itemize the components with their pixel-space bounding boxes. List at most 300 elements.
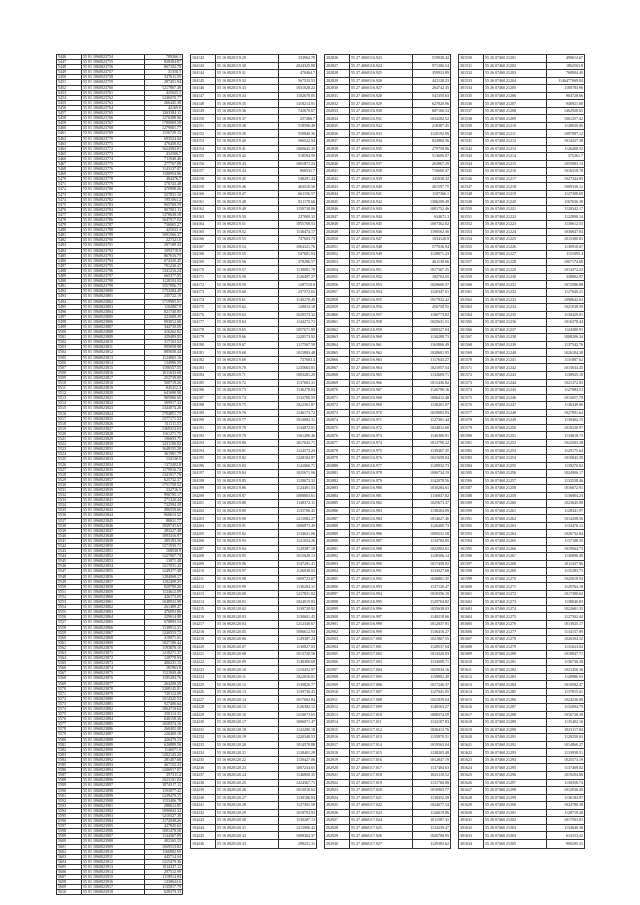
account-number-cell: 55 27 4060116.987 <box>350 538 413 546</box>
amount-cell: 1130287.13 <box>279 817 317 825</box>
row-index-cell: 202896 <box>325 583 350 591</box>
account-number-cell: 55 01 1060023777 <box>82 172 145 177</box>
row-index-cell: 202912 <box>325 704 350 712</box>
account-number-cell: 55 16 0020120.26 <box>216 787 279 795</box>
account-number-cell: 55 01 1060023811 <box>82 345 145 350</box>
amount-cell: 1153406.78 <box>145 798 183 803</box>
account-number-cell: 55 27 4060117.010 <box>350 711 413 719</box>
account-number-cell: 55 27 4060117.006 <box>350 681 413 689</box>
account-number-cell: 55 27 4060116.962 <box>350 349 413 357</box>
table-row <box>325 138 451 146</box>
amount-cell: 285183.56 <box>145 538 183 543</box>
account-number-cell: 55 16 0020120.01 <box>216 598 279 606</box>
account-number-cell: 55 26 07460 21204 <box>484 77 547 85</box>
account-number-cell: 55 27 4060116.968 <box>350 394 413 402</box>
account-number-cell: 55 01 1060023900 <box>82 798 145 803</box>
row-index-cell: 5464 <box>57 146 82 151</box>
account-number-cell: 55 26 07460 21286 <box>484 696 547 704</box>
table-row <box>459 85 585 93</box>
amount-cell: 1263384.11 <box>145 111 183 116</box>
row-index-cell: 5555 <box>57 610 82 615</box>
row-index-cell: 301601 <box>459 590 484 598</box>
row-index-cell: 5586 <box>57 768 82 773</box>
amount-cell: 1057671.89 <box>279 326 317 334</box>
table-row <box>191 568 317 576</box>
amount-cell: 1017932.42 <box>413 296 451 304</box>
account-number-cell: 55 26 07460 21278 <box>484 636 547 644</box>
table-row <box>459 515 585 523</box>
amount-cell: 406231.15 <box>145 661 183 666</box>
table-row <box>325 70 451 78</box>
row-index-cell: 104232 <box>191 734 216 742</box>
row-index-cell: 104227 <box>191 696 216 704</box>
row-index-cell: 202839 <box>325 153 350 161</box>
row-index-cell: 5446 <box>57 55 82 60</box>
row-index-cell: 104189 <box>191 409 216 417</box>
amount-cell: 1172049.26 <box>145 819 183 824</box>
row-index-cell: 202916 <box>325 734 350 742</box>
row-index-cell: 202872 <box>325 402 350 410</box>
amount-cell: 1011633.68 <box>145 370 183 375</box>
table-row <box>459 749 585 757</box>
row-index-cell: 5451 <box>57 80 82 85</box>
account-number-cell: 55 27 4060116.973 <box>350 432 413 440</box>
account-number-cell: 55 01 1060023760 <box>82 85 145 90</box>
account-number-cell: 55 26 07460 21236 <box>484 319 547 327</box>
account-number-cell: 55 27 4060117.008 <box>350 696 413 704</box>
table-row <box>459 530 585 538</box>
row-index-cell: 5470 <box>57 177 82 182</box>
row-index-cell: 104246 <box>191 839 216 848</box>
account-number-cell: 55 01 1060023881 <box>82 701 145 706</box>
account-number-cell: 55 16 0020119.75 <box>216 402 279 410</box>
row-index-cell: 301552 <box>459 221 484 229</box>
account-number-cell: 55 16 0020119.69 <box>216 356 279 364</box>
row-index-cell: 104170 <box>191 266 216 274</box>
account-number-cell: 55 01 1060023798 <box>82 279 145 284</box>
amount-cell: 661156.57 <box>279 190 317 198</box>
amount-cell: 722594.29 <box>145 503 183 508</box>
amount-cell: 513606.07 <box>413 153 451 161</box>
account-number-cell: 55 27 4060117.013 <box>350 734 413 742</box>
row-index-cell: 5460 <box>57 126 82 131</box>
account-number-cell: 55 01 1060023781 <box>82 192 145 197</box>
table-row <box>325 651 451 659</box>
account-number-cell: 55 16 0020119.34 <box>216 92 279 100</box>
row-index-cell: 5465 <box>57 151 82 156</box>
amount-cell: 866531.7 <box>279 168 317 176</box>
row-index-cell: 5581 <box>57 742 82 747</box>
row-index-cell: 202913 <box>325 711 350 719</box>
amount-cell: 1001478.58 <box>145 829 183 834</box>
account-number-cell: 55 26 07460 21272 <box>484 590 547 598</box>
account-number-cell: 55 26 07460 21220 <box>484 198 547 206</box>
amount-cell: 1025573.19 <box>547 756 585 764</box>
account-number-cell: 55 16 0020119.87 <box>216 492 279 500</box>
table-row <box>191 341 317 349</box>
account-number-cell: 55 27 4060117.014 <box>350 741 413 749</box>
amount-cell: 347611.59 <box>145 75 183 80</box>
account-number-cell: 55 26 07460 21291 <box>484 734 547 742</box>
amount-cell: 376743.48 <box>145 182 183 187</box>
account-number-cell: 55 26 07460 21284 <box>484 681 547 689</box>
amount-cell: 1008003.61 <box>279 492 317 500</box>
row-index-cell: 301590 <box>459 507 484 515</box>
amount-cell: 1140563.27 <box>413 704 451 712</box>
account-number-cell: 55 27 4060116.967 <box>350 387 413 395</box>
amount-cell: 628379.33 <box>145 890 183 895</box>
table-row <box>325 221 451 229</box>
row-index-cell: 5578 <box>57 727 82 732</box>
row-index-cell: 202827 <box>325 62 350 70</box>
amount-cell: 1140270.49 <box>279 296 317 304</box>
row-index-cell: 104244 <box>191 824 216 832</box>
row-index-cell: 301595 <box>459 545 484 553</box>
row-index-cell: 202879 <box>325 454 350 462</box>
row-index-cell: 5502 <box>57 340 82 345</box>
row-index-cell: 104221 <box>191 651 216 659</box>
table-row <box>191 583 317 591</box>
row-index-cell: 301592 <box>459 522 484 530</box>
account-number-cell: 55 16 0020120.25 <box>216 779 279 787</box>
amount-cell: 1024906.17 <box>547 470 585 478</box>
amount-cell: 1014082.31 <box>279 417 317 425</box>
table-row <box>191 590 317 598</box>
row-index-cell: 202828 <box>325 70 350 78</box>
row-index-cell: 202866 <box>325 356 350 364</box>
row-index-cell: 104200 <box>191 492 216 500</box>
row-index-cell: 202890 <box>325 538 350 546</box>
amount-cell: 1220340.53 <box>279 734 317 742</box>
row-index-cell: 5533 <box>57 498 82 503</box>
table-row <box>191 138 317 146</box>
row-index-cell: 301603 <box>459 605 484 613</box>
account-number-cell: 55 16 0020119.42 <box>216 153 279 161</box>
amount-cell: 1126497.27 <box>279 273 317 281</box>
amount-cell: 1137469.02 <box>547 764 585 772</box>
amount-cell: 484476.7 <box>145 177 183 182</box>
amount-cell: 1126382.12 <box>279 704 317 712</box>
amount-cell: 1128719.26 <box>547 809 585 817</box>
amount-cell: 1128071.23 <box>413 251 451 259</box>
amount-cell: 1129175.64 <box>547 447 585 455</box>
row-index-cell: 104171 <box>191 273 216 281</box>
amount-cell: 1069513.82 <box>145 844 183 849</box>
account-number-cell: 55 01 1060023906 <box>82 829 145 834</box>
account-number-cell: 55 16 0020120.05 <box>216 628 279 636</box>
amount-cell: 1010356.19 <box>413 590 451 598</box>
row-index-cell: 5508 <box>57 370 82 375</box>
row-index-cell: 5475 <box>57 202 82 207</box>
account-number-cell: 55 16 0020119.60 <box>216 288 279 296</box>
table-row <box>459 394 585 402</box>
amount-cell: 235722.19 <box>145 294 183 299</box>
row-index-cell: 104202 <box>191 507 216 515</box>
table-row <box>459 266 585 274</box>
account-number-cell: 55 27 4060116.986 <box>350 530 413 538</box>
account-number-cell: 55 01 1060023765 <box>82 111 145 116</box>
table-row <box>459 417 585 425</box>
amount-cell: 1131760.08 <box>413 779 451 787</box>
table-row <box>459 560 585 568</box>
amount-cell: 1213082.27 <box>279 515 317 523</box>
row-index-cell: 5602 <box>57 849 82 854</box>
amount-cell: 1128341.97 <box>547 507 585 515</box>
account-number-cell: 55 01 1060023817 <box>82 375 145 380</box>
row-index-cell: 5493 <box>57 294 82 299</box>
row-index-cell: 202908 <box>325 673 350 681</box>
row-index-cell: 301537 <box>459 107 484 115</box>
amount-cell: 1139270.82 <box>547 462 585 470</box>
table-row <box>459 477 585 485</box>
row-index-cell: 104242 <box>191 809 216 817</box>
account-number-cell: 55 16 0020120.20 <box>216 741 279 749</box>
row-index-cell: 202829 <box>325 77 350 85</box>
row-index-cell: 5566 <box>57 666 82 671</box>
row-index-cell: 104145 <box>191 77 216 85</box>
table-row <box>459 168 585 176</box>
row-index-cell: 5585 <box>57 763 82 768</box>
row-index-cell: 202852 <box>325 251 350 259</box>
row-index-cell: 5577 <box>57 722 82 727</box>
account-number-cell: 55 26 07460 21213 <box>484 145 547 153</box>
account-number-cell: 55 27 4060116.923 <box>350 55 413 63</box>
account-number-cell: 55 01 1060023887 <box>82 732 145 737</box>
table-row <box>191 205 317 213</box>
amount-cell: 1017246.37 <box>413 681 451 689</box>
row-index-cell: 301633 <box>459 832 484 840</box>
account-number-cell: 55 01 1060023902 <box>82 808 145 813</box>
row-index-cell: 5594 <box>57 808 82 813</box>
amount-cell: 1136184.97 <box>547 794 585 802</box>
table-row <box>459 794 585 802</box>
row-index-cell: 301602 <box>459 598 484 606</box>
row-index-cell: 104144 <box>191 70 216 78</box>
amount-cell: 1132700.55 <box>279 394 317 402</box>
amount-cell: 1006873.49 <box>279 522 317 530</box>
amount-cell: 1026304.52 <box>547 636 585 644</box>
table-row <box>191 575 317 583</box>
account-number-cell: 55 16 0020119.45 <box>216 175 279 183</box>
account-number-cell: 55 27 4060116.990 <box>350 560 413 568</box>
row-index-cell: 301551 <box>459 213 484 221</box>
account-number-cell: 55 26 07460 21242 <box>484 364 547 372</box>
amount-cell: 1138925.18 <box>547 371 585 379</box>
account-number-cell: 55 26 07460 21219 <box>484 190 547 198</box>
row-index-cell: 5461 <box>57 131 82 136</box>
amount-cell: 1027891.64 <box>547 409 585 417</box>
amount-cell: 1134640.58 <box>547 824 585 832</box>
account-number-cell: 55 26 07460 21267 <box>484 553 547 561</box>
row-index-cell: 5543 <box>57 549 82 554</box>
row-index-cell: 301548 <box>459 190 484 198</box>
row-index-cell: 104241 <box>191 802 216 810</box>
table-column-3 <box>324 54 451 849</box>
row-index-cell: 301589 <box>459 500 484 508</box>
table-row <box>325 779 451 787</box>
row-index-cell: 104178 <box>191 326 216 334</box>
row-index-cell: 202905 <box>325 651 350 659</box>
account-number-cell: 55 26 07460 21217 <box>484 175 547 183</box>
amount-cell: 1009231.58 <box>413 530 451 538</box>
account-number-cell: 55 26 07460 21251 <box>484 432 547 440</box>
account-number-cell: 55 16 0020119.85 <box>216 477 279 485</box>
account-number-cell: 55 27 4060116.926 <box>350 77 413 85</box>
row-index-cell: 301567 <box>459 334 484 342</box>
account-number-cell: 55 27 4060116.938 <box>350 168 413 176</box>
account-number-cell: 55 16 0020120.31 <box>216 824 279 832</box>
row-index-cell: 5531 <box>57 487 82 492</box>
amount-cell: 226460.18 <box>145 732 183 737</box>
table-row <box>459 447 585 455</box>
account-number-cell: 55 16 0020119.33 <box>216 85 279 93</box>
table-row <box>325 485 451 493</box>
account-number-cell: 55 26 07460 21211 <box>484 130 547 138</box>
account-number-cell: 55 01 1060023836 <box>82 472 145 477</box>
amount-cell: 541355.63 <box>413 92 451 100</box>
amount-cell: 1128673.32 <box>279 477 317 485</box>
row-index-cell: 202849 <box>325 228 350 236</box>
table-row <box>191 439 317 447</box>
amount-cell: 1148300.69 <box>279 658 317 666</box>
table-row <box>459 288 585 296</box>
account-number-cell: 55 27 4060116.997 <box>350 613 413 621</box>
row-index-cell: 104164 <box>191 221 216 229</box>
amount-cell: 1217031.43 <box>145 564 183 569</box>
row-index-cell: 104234 <box>191 749 216 757</box>
account-number-cell: 55 26 07460 21254 <box>484 454 547 462</box>
amount-cell: 266445.38 <box>145 100 183 105</box>
account-number-cell: 55 01 1060023755 <box>82 60 145 65</box>
amount-cell: 1704851.73 <box>145 411 183 416</box>
amount-cell: 1135870.31 <box>413 734 451 742</box>
amount-cell: 1128401.29 <box>279 749 317 757</box>
amount-cell: 1139802.49 <box>413 673 451 681</box>
account-number-cell: 55 16 0020120.28 <box>216 802 279 810</box>
amount-cell: 1228573.92 <box>279 334 317 342</box>
table-row <box>325 749 451 757</box>
row-index-cell: 202925 <box>325 802 350 810</box>
account-number-cell: 55 01 1060023844 <box>82 513 145 518</box>
account-number-cell: 55 26 07460 21237 <box>484 326 547 334</box>
row-index-cell: 202863 <box>325 334 350 342</box>
account-number-cell: 55 27 4060116.954 <box>350 288 413 296</box>
amount-cell: 1023101.84 <box>145 778 183 783</box>
account-number-cell: 55 27 4060116.976 <box>350 454 413 462</box>
amount-cell: 1060643.35 <box>279 145 317 153</box>
row-index-cell: 5574 <box>57 707 82 712</box>
account-number-cell: 55 27 4060116.974 <box>350 439 413 447</box>
account-number-cell: 55 01 1060023831 <box>82 447 145 452</box>
table-row <box>459 387 585 395</box>
account-number-cell: 55 01 1060023822 <box>82 401 145 406</box>
amount-cell: 1093718.8 <box>145 248 183 253</box>
table-row <box>459 832 585 840</box>
table-row <box>325 379 451 387</box>
amount-cell: 1136349.06 <box>547 402 585 410</box>
amount-cell: 904728.66 <box>547 92 585 100</box>
amount-cell: 1126408.52 <box>547 145 585 153</box>
row-index-cell: 202855 <box>325 273 350 281</box>
row-index-cell: 104239 <box>191 787 216 795</box>
row-index-cell: 5584 <box>57 757 82 762</box>
account-number-cell: 55 01 1060023767 <box>82 121 145 126</box>
account-number-cell: 55 16 0020119.30 <box>216 62 279 70</box>
row-index-cell: 301581 <box>459 439 484 447</box>
account-number-cell: 55 01 1060023856 <box>82 574 145 579</box>
row-index-cell: 104231 <box>191 726 216 734</box>
row-index-cell: 301573 <box>459 379 484 387</box>
row-index-cell: 301632 <box>459 824 484 832</box>
row-index-cell: 5558 <box>57 625 82 630</box>
table-row <box>459 492 585 500</box>
table-row <box>191 349 317 357</box>
amount-cell: 1015634.45 <box>547 364 585 372</box>
row-index-cell: 5509 <box>57 375 82 380</box>
row-index-cell: 202898 <box>325 598 350 606</box>
table-row <box>459 183 585 191</box>
table-row <box>191 726 317 734</box>
amount-cell: 1139730.43 <box>279 688 317 696</box>
row-index-cell: 301550 <box>459 205 484 213</box>
account-number-cell: 55 01 1060023843 <box>82 508 145 513</box>
table-row <box>459 221 585 229</box>
row-index-cell: 5567 <box>57 671 82 676</box>
account-number-cell: 55 16 0020120.21 <box>216 749 279 757</box>
row-index-cell: 104163 <box>191 213 216 221</box>
amount-cell: 425033.3 <box>145 228 183 233</box>
account-number-cell: 55 01 1060023810 <box>82 340 145 345</box>
amount-cell: 742670.67 <box>279 107 317 115</box>
account-number-cell: 55 26 07460 21277 <box>484 628 547 636</box>
row-index-cell: 5550 <box>57 584 82 589</box>
account-number-cell: 55 16 0020120.29 <box>216 809 279 817</box>
amount-cell: 1016728.39 <box>547 711 585 719</box>
row-index-cell: 202869 <box>325 379 350 387</box>
account-number-cell: 55 26 07460 21273 <box>484 598 547 606</box>
account-number-cell: 55 01 1060023820 <box>82 391 145 396</box>
account-number-cell: 55 26 07460 21293 <box>484 749 547 757</box>
account-number-cell: 55 16 0020119.37 <box>216 115 279 123</box>
row-index-cell: 5455 <box>57 100 82 105</box>
account-number-cell: 55 16 0020119.68 <box>216 349 279 357</box>
amount-cell: 1064719.64 <box>145 707 183 712</box>
account-number-cell: 55 26 07460 21259 <box>484 492 547 500</box>
row-index-cell: 104207 <box>191 545 216 553</box>
account-number-cell: 55 01 1060023827 <box>82 426 145 431</box>
amount-cell: 1022503.28 <box>547 439 585 447</box>
amount-cell: 1120342.17 <box>547 205 585 213</box>
amount-cell: 441128.23 <box>413 77 451 85</box>
account-number-cell: 55 27 4060116.952 <box>350 273 413 281</box>
account-number-cell: 55 01 1060023870 <box>82 645 145 650</box>
document-page <box>56 54 588 895</box>
row-index-cell: 5491 <box>57 284 82 289</box>
row-index-cell: 5535 <box>57 508 82 513</box>
table-row <box>325 92 451 100</box>
amount-cell: 168530.9 <box>145 549 183 554</box>
account-number-cell: 55 16 0020119.88 <box>216 500 279 508</box>
amount-cell: 1179016.74 <box>145 467 183 472</box>
account-number-cell: 55 27 4060116.946 <box>350 228 413 236</box>
amount-cell: 432506.7 <box>145 151 183 156</box>
row-index-cell: 104152 <box>191 130 216 138</box>
amount-cell: 1025638.03 <box>413 605 451 613</box>
account-number-cell: 55 27 4060116.998 <box>350 621 413 629</box>
row-index-cell: 5562 <box>57 645 82 650</box>
amount-cell: 297311.4 <box>145 773 183 778</box>
account-number-cell: 55 27 4060117.018 <box>350 771 413 779</box>
